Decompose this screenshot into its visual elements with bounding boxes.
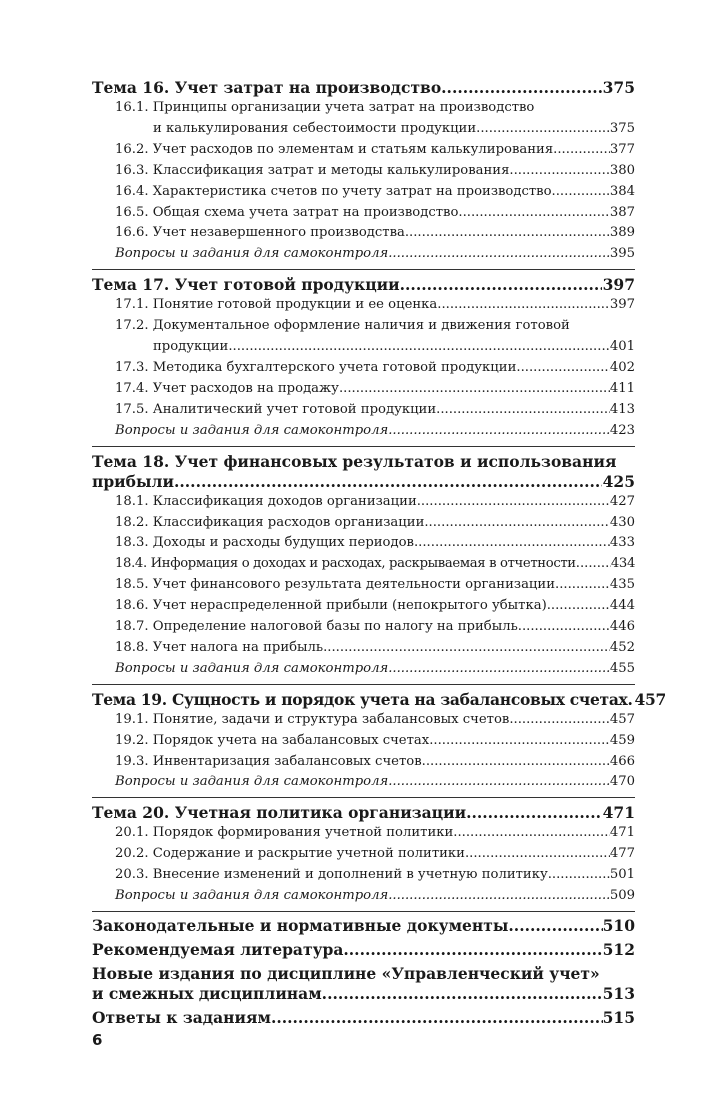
section-title: Классификация расходов организации	[152, 514, 425, 530]
dot-leader	[405, 223, 610, 244]
dot-leader	[429, 731, 610, 752]
appendix-title: Ответы к заданиям	[92, 1008, 271, 1027]
section-number: 18.7.	[115, 619, 149, 635]
topic-divider	[92, 446, 635, 447]
toc-section-20-1[interactable]	[92, 823, 635, 844]
toc-section-16-4[interactable]	[92, 182, 635, 203]
topic-title: Тема 17. Учет готовой продукции	[92, 275, 400, 295]
topic-title: Тема 16. Учет затрат на производство	[92, 78, 442, 97]
section-page: 430	[609, 514, 635, 530]
topic-title-line2: прибыли	[92, 471, 174, 491]
section-page: 375	[609, 120, 635, 136]
section-number: 18.3.	[115, 535, 149, 551]
dot-leader	[414, 533, 610, 554]
section-page: 411	[609, 380, 635, 396]
questions-title: Вопросы и задания для самоконтроля	[115, 774, 389, 790]
topic-divider	[92, 684, 635, 685]
section-page: 384	[609, 183, 635, 199]
dot-leader	[509, 710, 610, 731]
toc-section-20-3[interactable]	[92, 865, 635, 886]
section-number: 17.4.	[115, 380, 149, 396]
section-title: Классификация затрат и методы калькулирования	[152, 162, 510, 178]
section-page: 446	[609, 619, 635, 635]
section-title-line2: и калькулирования себестоимости продукции	[153, 120, 477, 136]
section-title-line1: Документальное оформление наличия и движения готовой	[152, 318, 570, 334]
section-page: 389	[609, 225, 635, 241]
dot-leader	[518, 617, 610, 638]
dot-leader	[417, 492, 610, 513]
topic-page: 397	[602, 275, 635, 295]
section-number: 18.5.	[115, 577, 149, 593]
toc-questions-19[interactable]	[92, 772, 635, 793]
dot-leader	[388, 659, 610, 680]
dot-leader	[424, 513, 609, 534]
section-title: Учет налога на прибыль	[152, 639, 324, 655]
section-page: 471	[609, 825, 635, 841]
toc-appendix-legislation[interactable]	[92, 916, 635, 936]
section-title: Учет расходов на продажу	[152, 380, 339, 396]
section-title: Содержание и раскрытие учетной политики	[152, 846, 465, 862]
questions-title: Вопросы и задания для самоконтроля	[115, 246, 389, 262]
dot-leader	[388, 886, 610, 907]
dot-leader	[466, 803, 602, 823]
section-title: Учет незавершенного производства	[152, 225, 405, 241]
section-title: Учет финансового результата деятельности организации	[152, 577, 555, 593]
toc-appendix-new-editions[interactable]	[92, 964, 635, 1004]
section-title-line2: продукции	[153, 339, 229, 355]
dot-leader	[388, 772, 610, 793]
toc-section-16-1[interactable]	[92, 98, 635, 140]
toc-section-17-5[interactable]	[92, 400, 635, 421]
section-page: 380	[609, 162, 635, 178]
section-number: 18.2.	[115, 514, 149, 530]
toc-topic-19[interactable]	[92, 689, 666, 710]
section-title: Аналитический учет готовой продукции	[152, 401, 437, 417]
toc-section-16-2[interactable]	[92, 140, 635, 161]
appendix-page: 513	[602, 984, 635, 1003]
questions-page: 470	[609, 774, 635, 790]
section-title: Информация о доходах и расходах, раскрываемая в отчетности	[150, 556, 576, 572]
section-number: 17.5.	[115, 401, 149, 417]
section-number: 16.5.	[115, 204, 149, 220]
section-page: 397	[609, 297, 635, 313]
dot-leader	[552, 182, 610, 203]
section-title: Понятие готовой продукции и ее оценка	[152, 297, 438, 313]
section-number: 18.6.	[115, 598, 149, 614]
questions-page: 395	[609, 246, 635, 262]
toc-section-19-1[interactable]	[92, 710, 635, 731]
toc-topic-20[interactable]	[92, 803, 635, 823]
section-number: 16.3.	[115, 162, 149, 178]
dot-leader	[576, 554, 611, 575]
dot-leader	[453, 823, 610, 844]
section-title: Классификация доходов организации	[152, 493, 417, 509]
toc-topic-16[interactable]	[92, 78, 635, 98]
section-page: 434	[610, 556, 635, 572]
toc-questions-17[interactable]	[92, 421, 635, 442]
dot-leader	[322, 984, 603, 1004]
toc-questions-18[interactable]	[92, 659, 635, 680]
topic-title: Тема 19. Сущность и порядок учета на забалансовых счетах	[92, 689, 628, 709]
toc-topic-18[interactable]	[92, 452, 635, 492]
section-number: 17.1.	[115, 297, 149, 313]
questions-title: Вопросы и задания для самоконтроля	[115, 888, 389, 904]
section-title: Определение налоговой базы по налогу на прибыль	[152, 619, 518, 635]
appendix-page: 510	[602, 916, 635, 935]
dot-leader	[555, 575, 610, 596]
dot-leader	[553, 140, 610, 161]
dot-leader	[441, 78, 601, 98]
section-page: 433	[609, 535, 635, 551]
dot-leader	[516, 358, 609, 379]
section-page: 501	[609, 867, 635, 883]
appendix-title-line1: Новые издания по дисциплине «Управленческий учет»	[92, 964, 600, 983]
dot-leader	[509, 161, 609, 182]
section-number: 18.1.	[115, 493, 149, 509]
topic-page: 425	[602, 471, 635, 491]
toc-section-20-2[interactable]	[92, 844, 635, 865]
toc-section-18-6[interactable]	[92, 596, 635, 617]
section-title: Общая схема учета затрат на производство	[152, 204, 459, 220]
section-title: Внесение изменений и дополнений в учетную политику	[152, 867, 548, 883]
questions-page: 455	[609, 660, 635, 676]
toc-section-18-3[interactable]	[92, 533, 635, 554]
section-number: 16.6.	[115, 225, 149, 241]
dot-leader	[174, 472, 602, 492]
topic-page: 457	[634, 689, 666, 709]
section-number: 16.2.	[115, 141, 149, 157]
toc-section-17-2[interactable]	[92, 316, 635, 358]
section-page: 413	[609, 401, 635, 417]
toc-questions-20[interactable]	[92, 886, 635, 907]
topic-title-line1: Тема 18. Учет финансовых результатов и использования	[92, 451, 617, 471]
section-page: 377	[609, 141, 635, 157]
toc-section-19-3[interactable]	[92, 752, 635, 773]
dot-leader	[422, 752, 610, 773]
toc-questions-16[interactable]	[92, 244, 635, 265]
dot-leader	[548, 865, 610, 886]
toc-section-18-8[interactable]	[92, 638, 635, 659]
section-title: Характеристика счетов по учету затрат на производство	[152, 183, 552, 199]
appendix-title-line2: и смежных дисциплинам	[92, 984, 322, 1003]
section-number: 18.8.	[115, 639, 149, 655]
toc-section-18-4[interactable]	[92, 554, 635, 575]
topic-title: Тема 20. Учетная политика организации	[92, 803, 467, 823]
section-page: 401	[609, 339, 635, 355]
section-number: 19.2.	[115, 732, 149, 748]
topic-divider	[92, 911, 635, 912]
section-title: Порядок формирования учетной политики	[152, 825, 454, 841]
dot-leader	[547, 596, 610, 617]
toc-section-18-5[interactable]	[92, 575, 635, 596]
dot-leader	[388, 421, 610, 442]
dot-leader	[400, 275, 602, 295]
toc-section-19-2[interactable]	[92, 731, 635, 752]
section-title: Доходы и расходы будущих периодов	[152, 535, 414, 551]
section-page: 435	[609, 577, 635, 593]
section-number: 20.3.	[115, 867, 149, 883]
appendix-page: 512	[602, 940, 635, 959]
section-page: 457	[609, 711, 635, 727]
questions-title: Вопросы и задания для самоконтроля	[115, 660, 389, 676]
section-page: 427	[609, 493, 635, 509]
questions-page: 509	[609, 888, 635, 904]
section-number: 19.3.	[115, 753, 149, 769]
toc-section-16-5[interactable]	[92, 203, 635, 224]
appendix-page: 515	[602, 1008, 635, 1027]
toc-section-18-1[interactable]	[92, 492, 635, 513]
section-number: 17.2.	[115, 318, 149, 334]
section-number: 16.4.	[115, 183, 149, 199]
section-title: Учет нераспределенной прибыли (непокрытого убытка)	[152, 598, 547, 614]
section-number: 18.4.	[115, 556, 147, 572]
section-page: 459	[609, 732, 635, 748]
section-number: 20.2.	[115, 846, 149, 862]
topic-divider	[92, 797, 635, 798]
dot-leader	[228, 337, 609, 358]
section-number: 19.1.	[115, 711, 149, 727]
section-number: 17.3.	[115, 359, 149, 375]
dot-leader	[458, 203, 609, 224]
section-title: Учет расходов по элементам и статьям калькулирования	[152, 141, 554, 157]
section-page: 466	[609, 753, 635, 769]
section-page: 477	[609, 846, 635, 862]
dot-leader	[476, 119, 610, 140]
toc-section-18-7[interactable]	[92, 617, 635, 638]
questions-page: 423	[609, 422, 635, 438]
toc-section-17-4[interactable]	[92, 379, 635, 400]
toc-appendix-answers[interactable]	[92, 1008, 635, 1028]
dot-leader	[343, 940, 602, 960]
appendix-title: Законодательные и нормативные документы	[92, 916, 509, 935]
dot-leader	[437, 295, 610, 316]
dot-leader	[339, 379, 610, 400]
dot-leader	[508, 916, 602, 936]
toc-appendix-literature[interactable]	[92, 940, 635, 960]
table-of-contents	[92, 78, 666, 1028]
toc-section-17-3[interactable]	[92, 358, 635, 379]
toc-section-17-1[interactable]	[92, 295, 635, 316]
dot-leader	[465, 844, 610, 865]
dot-leader	[436, 400, 610, 421]
toc-section-16-3[interactable]	[92, 161, 635, 182]
toc-section-18-2[interactable]	[92, 513, 635, 534]
section-title-line1: Принципы организации учета затрат на производство	[152, 100, 535, 115]
section-title: Понятие, задачи и структура забалансовых счетов	[152, 711, 510, 727]
section-page: 402	[609, 359, 635, 375]
dot-leader	[388, 244, 610, 265]
section-title: Методика бухгалтерского учета готовой продукции	[152, 359, 517, 375]
section-page: 444	[609, 598, 635, 614]
section-number: 16.1.	[115, 100, 149, 115]
section-page: 452	[609, 639, 635, 655]
topic-page: 471	[602, 803, 635, 823]
dot-leader	[271, 1008, 603, 1028]
section-page: 387	[609, 204, 635, 220]
section-title: Порядок учета на забалансовых счетах	[152, 732, 430, 748]
topic-divider	[92, 269, 635, 270]
dot-leader	[323, 638, 610, 659]
section-title: Инвентаризация забалансовых счетов	[152, 753, 422, 769]
page-number: 6	[92, 1031, 103, 1049]
questions-title: Вопросы и задания для самоконтроля	[115, 422, 389, 438]
topic-page: 375	[602, 78, 635, 97]
toc-topic-17[interactable]	[92, 275, 635, 295]
appendix-title: Рекомендуемая литература	[92, 940, 344, 959]
section-number: 20.1.	[115, 825, 149, 841]
toc-section-16-6[interactable]	[92, 223, 635, 244]
